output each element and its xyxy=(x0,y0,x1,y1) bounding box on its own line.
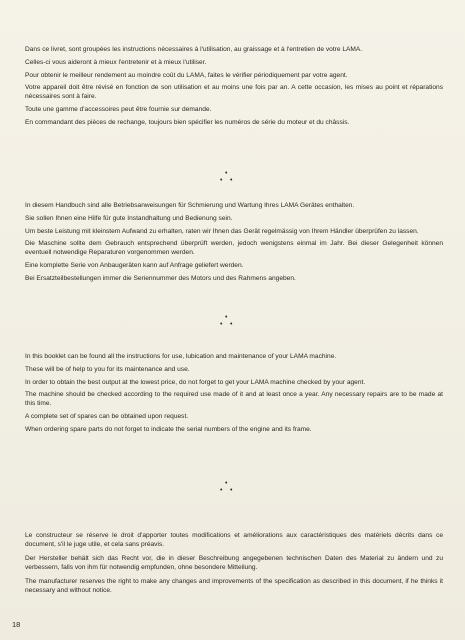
german-paragraph-4: Die Maschine sollte dem Gebrauch entsprechend überprüft werden, jedoch wenigstens einmal im Jahr. Bei dieser Gelegenheit können eventuell notwendige Reparaturen vorgenommen werden. xyxy=(25,240,443,256)
separator-dot: • xyxy=(230,487,233,494)
disclaimer-french: Le constructeur se réserve le droit d'apporter toutes modifications et améliorations aux caractéristiques des matériels décrits dans ce document, s'il le juge utile, et cela sans préavis. xyxy=(25,532,443,548)
french-paragraph-3: Pour obtenir le meilleur rendement au moindre coût du LAMA, faites le vérifier périodiquement par votre agent. xyxy=(25,71,348,79)
english-paragraph-2: These will be of help to you for its maintenance and use. xyxy=(25,365,190,373)
separator-dot: • xyxy=(225,314,228,321)
page-number: 18 xyxy=(12,620,21,629)
english-paragraph-4: The machine should be checked according to the required use made of it and at least once a year. Any necessary repairs are to be made at this time. xyxy=(25,391,443,407)
german-paragraph-5: Eine komplette Serie von Anbaugeräten kann auf Anfrage geliefert werden. xyxy=(25,261,244,269)
german-paragraph-6: Bei Ersatzteilbestellungen immer die Seriennummer des Motors und des Rahmens angeben. xyxy=(25,274,296,282)
separator-dot: • xyxy=(220,487,223,494)
disclaimer-german: Der Hersteller behält sich das Recht vor, die in dieser Beschreibung angegebenen technischen Daten des Material zu ändern und zu verbessern, falls von ihm für notwendig empfunden, ohne besondere Mitteilung. xyxy=(25,555,443,571)
separator-dot: • xyxy=(230,321,233,328)
german-paragraph-2: Sie sollen Ihnen eine Hilfe für gute Instandhaltung und Bedienung sein. xyxy=(25,214,233,222)
english-paragraph-1: In this booklet can be found all the instructions for use, lubication and maintenance of your LAMA machine. xyxy=(25,353,337,360)
separator-dot: • xyxy=(220,321,223,328)
english-paragraph-6: When ordering spare parts do not forget to indicate the serial numbers of the engine and its frame. xyxy=(25,425,312,433)
english-paragraph-3: In order to obtain the best output at the lowest price, do not forget to get your LAMA machine checked by your agent. xyxy=(25,378,366,386)
english-paragraph-5: A complete set of spares can be obtained upon request. xyxy=(25,412,189,420)
separator-dot: • xyxy=(225,480,228,487)
section-separator-2 xyxy=(205,314,245,328)
german-paragraph-3: Um beste Leistung mit kleinstem Aufwand zu erhalten, raten wir Ihnen das Gerät regelmässig von Ihrem Händler überprüfen zu lassen. xyxy=(25,227,419,235)
english-section xyxy=(25,353,443,438)
german-section xyxy=(25,202,443,287)
separator-dot: • xyxy=(220,177,223,184)
separator-dot: • xyxy=(230,177,233,184)
separator-dot: • xyxy=(225,170,228,177)
section-separator-3 xyxy=(205,480,245,494)
french-paragraph-2: Celles-ci vous aideront à mieux l'entretenir et à mieux l'utiliser. xyxy=(25,58,207,66)
disclaimer-section xyxy=(25,532,443,600)
french-paragraph-5: Toute une gamme d'accessoires peut être fournie sur demande. xyxy=(25,105,212,113)
disclaimer-english: The manufacturer reserves the right to make any changes and improvements of the specification as described in this document, if he thinks it necessary and without notice. xyxy=(25,578,443,594)
german-paragraph-1: In diesem Handbuch sind alle Betriebsanweisungen für Schmierung und Wartung Ihres LAMA Gerätes enthalten. xyxy=(25,202,355,209)
french-paragraph-6: En commandant des pièces de rechange, toujours bien spécifier les numéros de série du moteur et du châssis. xyxy=(25,118,350,126)
french-paragraph-1: Dans ce livret, sont groupées les instructions nécessaires à l'utilisation, au graissage et à l'entretien de votre LAMA. xyxy=(25,46,363,53)
section-separator-1 xyxy=(205,170,245,184)
french-paragraph-4: Votre appareil doit être révisé en fonction de son utilisation et au moins une fois par an. A cette occasion, les mises au point et réparations nécessaires sont à faire. xyxy=(25,84,443,100)
french-section xyxy=(25,46,443,131)
